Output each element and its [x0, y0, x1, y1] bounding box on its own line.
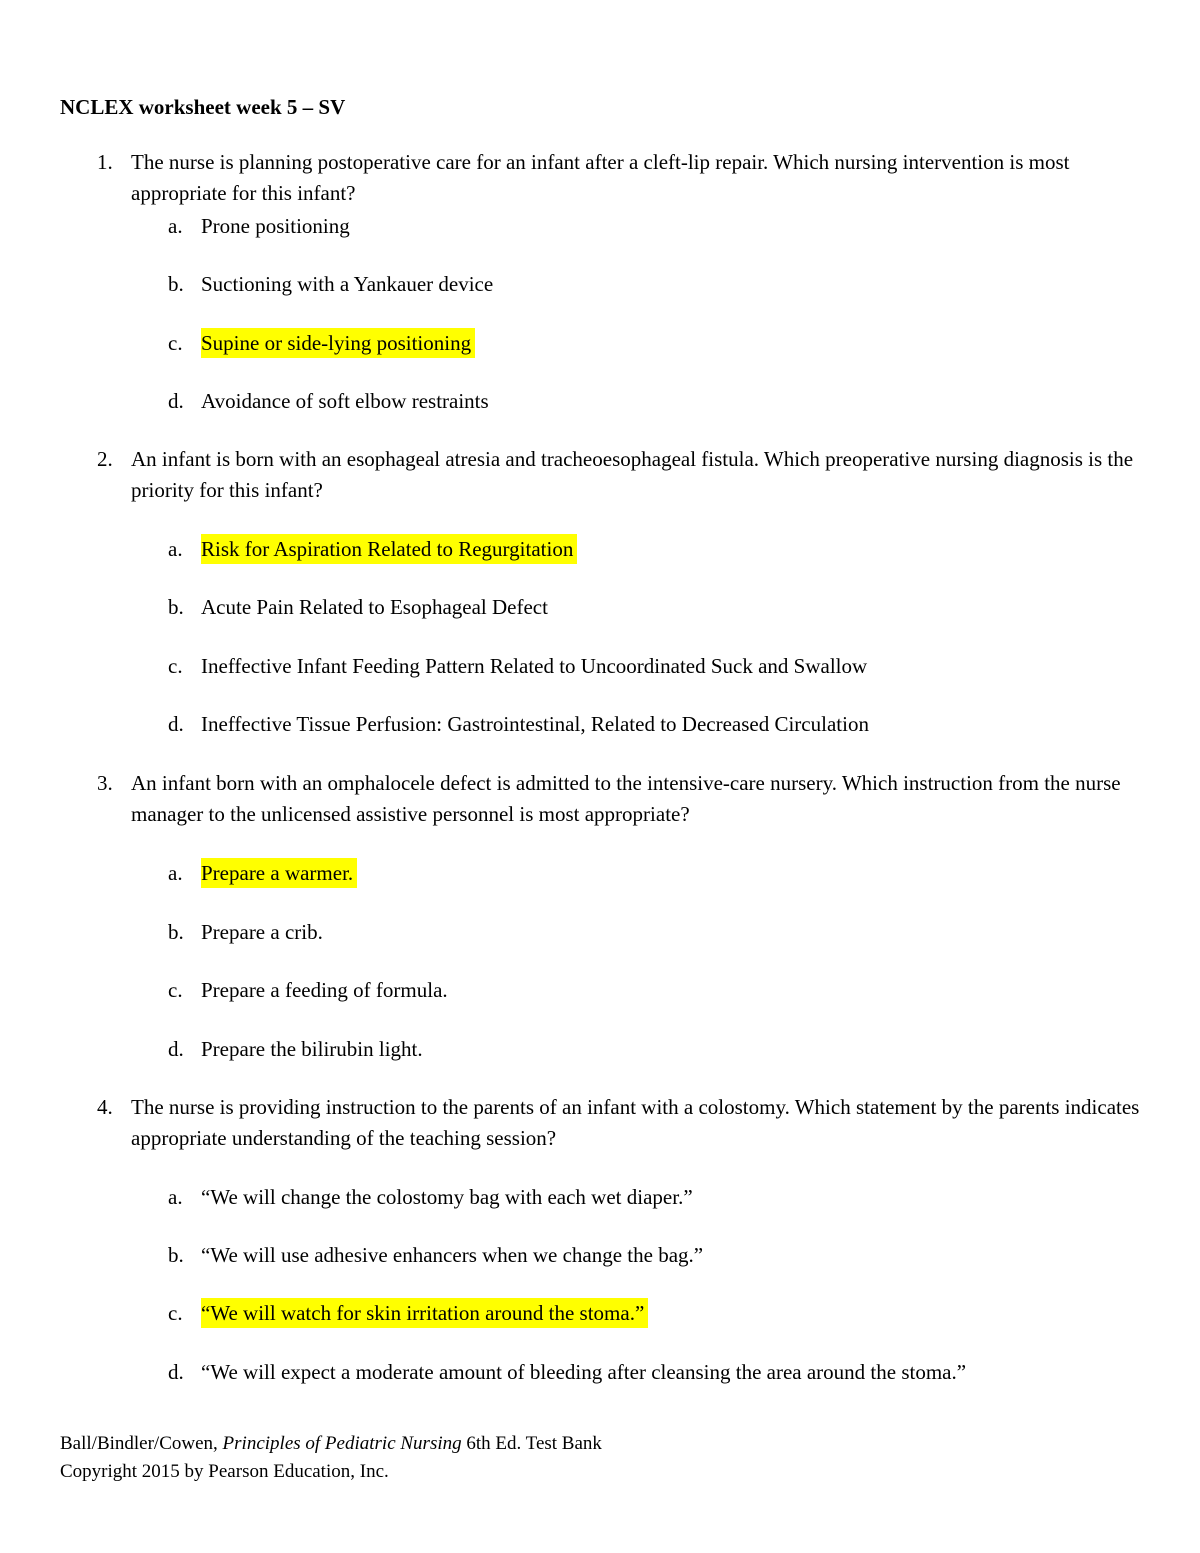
option-text: “We will change the colostomy bag with each wet diaper.”: [201, 1185, 693, 1209]
footer-book-title: Principles of Pediatric Nursing: [222, 1433, 462, 1454]
option-letter: c.: [168, 654, 183, 678]
option-letter: a.: [168, 861, 183, 885]
option-letter: a.: [168, 1185, 183, 1209]
option-letter: b.: [168, 1243, 184, 1267]
option-text: “We will expect a moderate amount of bleeding after cleansing the area around the stoma.”: [201, 1360, 967, 1384]
question-text: The nurse is providing instruction to the parents of an infant with a colostomy. Which statement by the parents indicates appropriate understanding of the teaching session?: [131, 1095, 1140, 1150]
option-text: “We will use adhesive enhancers when we change the bag.”: [201, 1243, 704, 1267]
question-number: 3.: [97, 771, 113, 795]
option-letter: d.: [168, 1037, 184, 1061]
option-text: Ineffective Infant Feeding Pattern Related to Uncoordinated Suck and Swallow: [201, 654, 868, 678]
option-text: Prone positioning: [201, 214, 350, 238]
option-text: Avoidance of soft elbow restraints: [201, 389, 489, 413]
option-2d: [0, 709, 1200, 739]
option-1b: [0, 269, 1200, 299]
footer-copyright: Copyright 2015 by Pearson Education, Inc.: [60, 1461, 389, 1482]
option-letter: d.: [168, 712, 184, 736]
page-footer: [60, 1430, 602, 1486]
option-3a: [0, 858, 1200, 888]
option-letter: b.: [168, 920, 184, 944]
footer-authors: Ball/Bindler/Cowen,: [60, 1433, 223, 1454]
option-4b: [0, 1240, 1200, 1270]
option-text: Prepare a feeding of formula.: [201, 978, 448, 1002]
option-text: Prepare the bilirubin light.: [201, 1037, 423, 1061]
option-letter: b.: [168, 272, 184, 296]
option-letter: d.: [168, 389, 184, 413]
option-1a: [0, 211, 1200, 241]
question-number: 2.: [97, 447, 113, 471]
option-text: Suctioning with a Yankauer device: [201, 272, 494, 296]
highlighted-answer: “We will watch for skin irritation around the stoma.”: [201, 1298, 648, 1328]
question-text: The nurse is planning postoperative care for an infant after a cleft-lip repair. Which nursing intervention is most appropriate for this infant?: [131, 150, 1070, 205]
option-letter: c.: [168, 331, 183, 355]
option-text: Ineffective Tissue Perfusion: Gastrointestinal, Related to Decreased Circulation: [201, 712, 869, 736]
option-letter: b.: [168, 595, 184, 619]
option-letter: d.: [168, 1360, 184, 1384]
option-text: Prepare a crib.: [201, 920, 323, 944]
option-3c: [0, 975, 1200, 1005]
footer-edition: 6th Ed. Test Bank: [461, 1433, 602, 1454]
footer-citation: [60, 1430, 602, 1458]
highlighted-answer: Risk for Aspiration Related to Regurgitation: [201, 534, 577, 564]
option-4a: [0, 1182, 1200, 1212]
question-text: An infant born with an omphalocele defect is admitted to the intensive-care nursery. Which instruction from the nurse manager to the unlicensed assistive personnel is most appropriate?: [131, 771, 1121, 826]
option-4c: [0, 1298, 1200, 1328]
option-2a: [0, 534, 1200, 564]
option-letter: c.: [168, 1301, 183, 1325]
option-letter: a.: [168, 214, 183, 238]
option-letter: c.: [168, 978, 183, 1002]
highlighted-answer: Supine or side-lying positioning: [201, 328, 475, 358]
option-1c: [0, 328, 1200, 358]
option-letter: a.: [168, 537, 183, 561]
option-4d: [0, 1357, 1200, 1387]
option-2b: [0, 592, 1200, 622]
question-text: An infant is born with an esophageal atresia and tracheoesophageal fistula. Which preoperative nursing diagnosis is the priority for this infant?: [131, 447, 1134, 502]
option-2c: [0, 651, 1200, 681]
option-1d: [0, 386, 1200, 416]
document-title: NCLEX worksheet week 5 – SV: [60, 95, 346, 119]
option-3d: [0, 1034, 1200, 1064]
highlighted-answer: Prepare a warmer.: [201, 858, 357, 888]
option-3b: [0, 917, 1200, 947]
question-number: 4.: [97, 1095, 113, 1119]
option-text: Acute Pain Related to Esophageal Defect: [201, 595, 548, 619]
question-number: 1.: [97, 150, 113, 174]
